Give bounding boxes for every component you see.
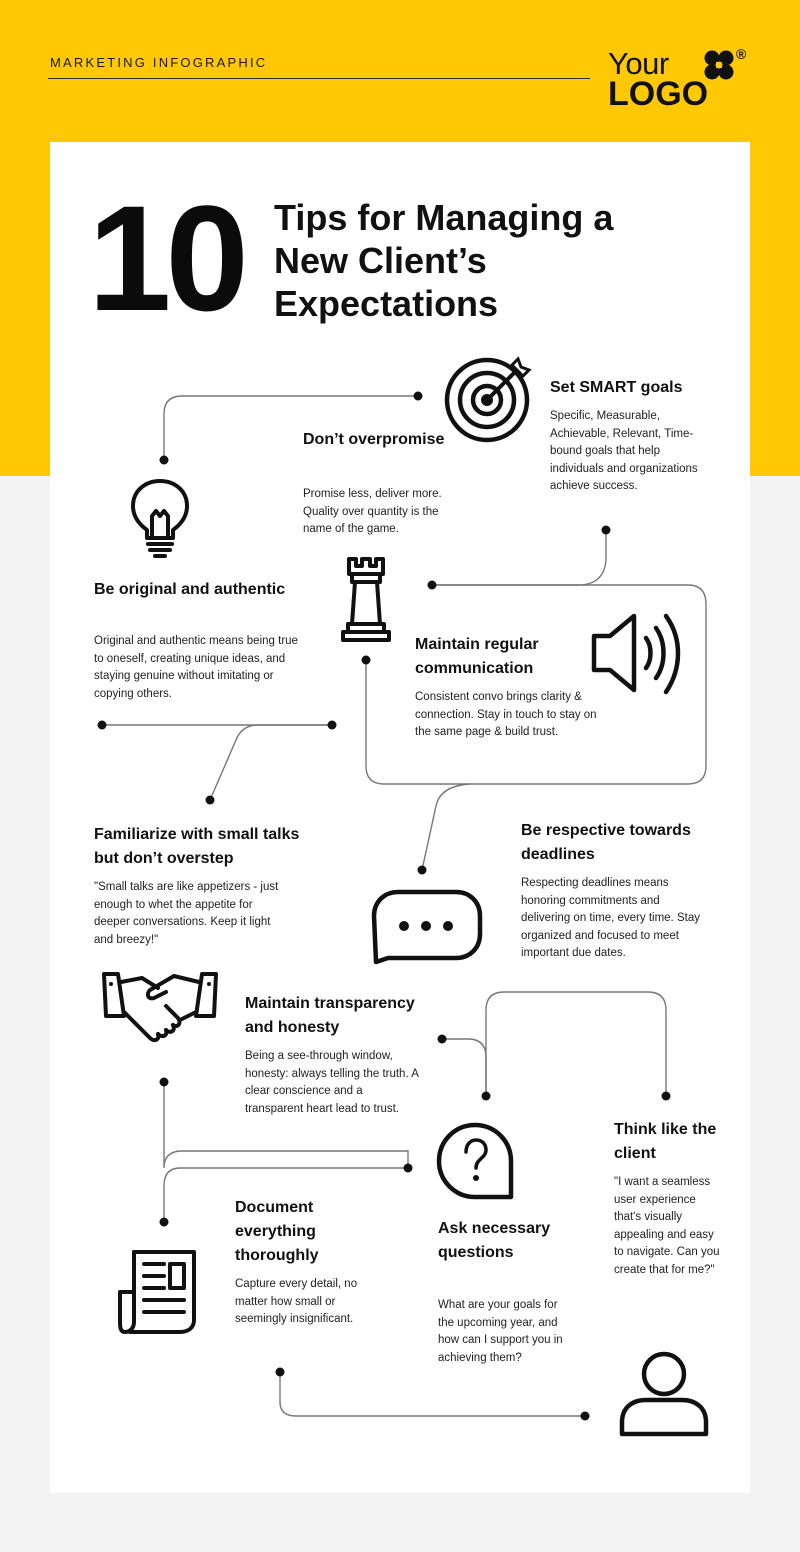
logo-registered-mark: ®	[736, 46, 747, 62]
tip-description: Capture every detail, no matter how small or seemingly insignificant.	[235, 1278, 358, 1325]
tip-description: "Small talks are like appetizers - just enough to whet the appetite for deeper conversations. Keep it light and breezy!"	[94, 881, 279, 946]
rook-icon	[338, 556, 394, 644]
logo-text-top: Your	[608, 46, 669, 81]
tip-description: Specific, Measurable, Achievable, Relevant, Time-bound goals that help individuals and organizations achieve success.	[550, 410, 698, 492]
tip-title: Don’t overpromise	[303, 431, 445, 448]
headline-number: 10	[88, 174, 243, 342]
brand-logo	[608, 46, 758, 112]
newspaper-icon	[116, 1248, 198, 1336]
tip-title: Familiarize with small talks but don’t overstep	[94, 826, 300, 867]
tip-title: Be original and authentic	[94, 581, 286, 598]
question-bubble-icon	[436, 1122, 514, 1200]
tip-title: Think like the client	[614, 1121, 717, 1162]
speaker-icon	[590, 608, 682, 698]
tip-title: Maintain transparency and honesty	[245, 995, 415, 1036]
lightbulb-icon	[130, 478, 190, 560]
logo-mark-icon	[702, 50, 736, 80]
header-divider	[48, 78, 590, 79]
tip-description: Respecting deadlines means honoring commitments and delivering on time, every time. Stay organized and focused to meet important due dates.	[521, 877, 700, 959]
tip-description: "I want a seamless user experience that's visually appealing and easy to navigate. Can you create that for me?"	[614, 1176, 720, 1276]
tip-title: Set SMART goals	[550, 379, 683, 396]
header-label: MARKETING INFOGRAPHIC	[50, 55, 268, 70]
handshake-icon	[100, 968, 220, 1048]
tip-description: Consistent convo brings clarity & connection. Stay in touch to stay on the same page & build trust.	[415, 691, 597, 738]
tip-title: Ask necessary questions	[438, 1220, 551, 1261]
tip-title: Be respective towards deadlines	[521, 822, 691, 863]
tip-title: Maintain regular communication	[415, 636, 539, 677]
user-icon	[618, 1350, 710, 1438]
page-title: Tips for Managing a New Client’s Expectations	[274, 197, 614, 324]
tip-description: Being a see-through window, honesty: always telling the truth. A clear conscience and a transparent heart lead to trust.	[245, 1050, 419, 1115]
logo-text-bottom: LOGO	[608, 75, 709, 113]
tip-description: Original and authentic means being true to oneself, creating unique ideas, and staying genuine without imitating or copying others.	[94, 635, 298, 700]
tip-description: What are your goals for the upcoming year, and how can I support you in achieving them?	[438, 1299, 563, 1364]
tip-title: Document everything thoroughly	[235, 1199, 319, 1264]
tip-description: Promise less, deliver more. Quality over quantity is the name of the game.	[303, 488, 442, 535]
chat-bubble-icon	[370, 888, 484, 966]
